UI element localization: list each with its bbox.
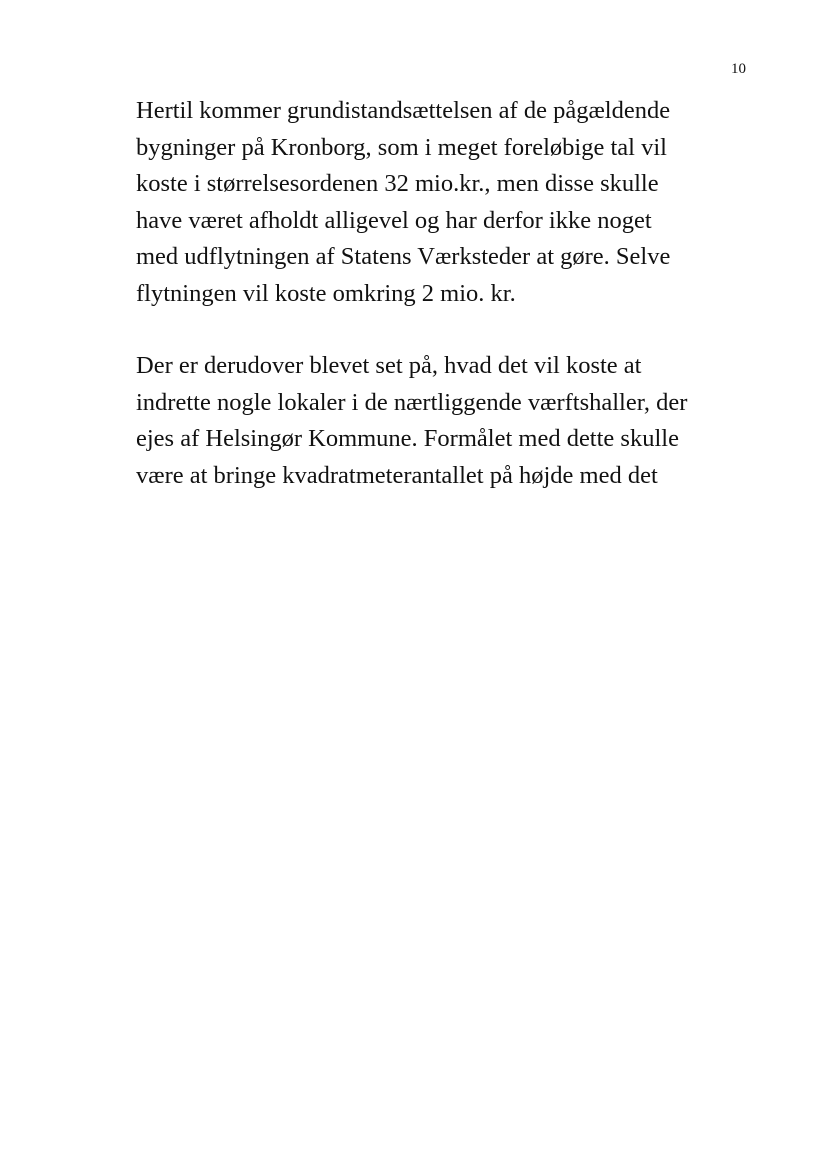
page-number: 10 bbox=[731, 61, 746, 77]
text-line: flytningen vil koste omkring 2 mio. kr. bbox=[136, 279, 516, 307]
text-line: med udflytningen af Statens Værksteder at gøre. Selve bbox=[136, 243, 671, 270]
text-line: koste i størrelsesordenen 32 mio.kr., men disse skulle bbox=[136, 170, 659, 197]
document-body bbox=[136, 93, 756, 494]
text-line: Der er derudover blevet set på, hvad det vil koste at bbox=[136, 352, 642, 379]
paragraph-2 bbox=[136, 348, 756, 494]
text-line: være at bringe kvadratmeterantallet på højde med det bbox=[136, 461, 658, 489]
text-line: bygninger på Kronborg, som i meget foreløbige tal vil bbox=[136, 133, 667, 161]
text-line: have været afholdt alligevel og har derfor ikke noget bbox=[136, 206, 652, 234]
text-line: indrette nogle lokaler i de nærtliggende værftshaller, der bbox=[136, 388, 688, 416]
text-line: Hertil kommer grundistandsættelsen af de pågældende bbox=[136, 97, 671, 124]
paragraph-1 bbox=[136, 93, 756, 312]
text-line: ejes af Helsingør Kommune. Formålet med dette skulle bbox=[136, 425, 679, 452]
